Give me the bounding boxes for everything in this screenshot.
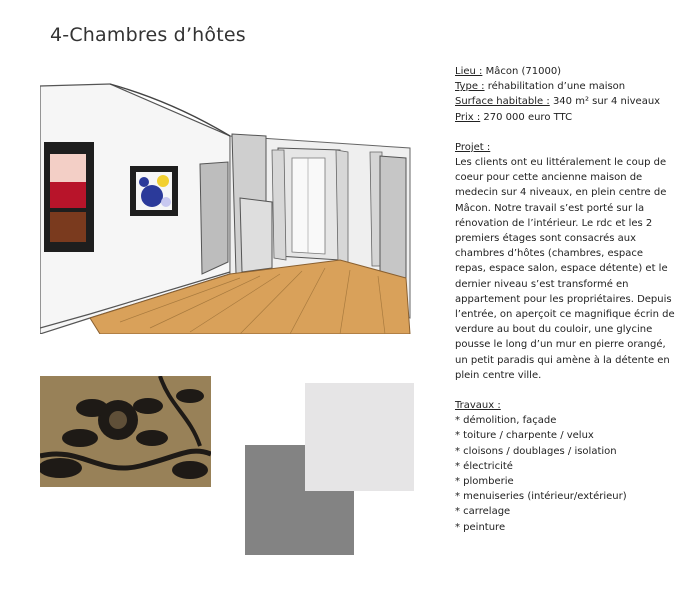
list-item: * cloisons / doublages / isolation bbox=[455, 445, 617, 457]
type-value: réhabilitation d’une maison bbox=[487, 81, 626, 93]
interior-sketch-image bbox=[40, 78, 412, 334]
list-item: * plomberie bbox=[455, 476, 514, 488]
list-item: * électricité bbox=[455, 460, 513, 472]
list-item: * toiture / charpente / velux bbox=[455, 430, 594, 442]
page-title: 4-Chambres d’hôtes bbox=[50, 24, 246, 46]
type-line bbox=[455, 79, 677, 94]
projet-label: Projet : bbox=[455, 141, 491, 153]
lieu-value: Mâcon (71000) bbox=[485, 66, 562, 77]
list-item: * menuiseries (intérieur/extérieur) bbox=[455, 491, 627, 503]
light-grey-color-swatch bbox=[305, 383, 414, 491]
list-item: * peinture bbox=[455, 521, 506, 533]
projet-text: Les clients ont eu littéralement le coup de coeur pour cette ancienne maison de medecin sur 4 niveaux, en plein centre de Mâcon. Notre travail s’est porté sur la rénovation de l’intérieur. Le rdc et les 2 premiers étages sont consacrés aux chambres d’hôtes (chambres, espace repas, espace salon, espace détente) et le dernier niveau s’est transformé en appartement pour les propriétaires. Depuis l’entrée, on aperçoit ce magnifique écrin de verdure au bout du couloir, une glycine pousse le long d’un mur en pierre orangé, un petit paradis qui amène à la détente en plein centre ville. bbox=[455, 157, 675, 381]
lieu-label: Lieu : bbox=[455, 66, 483, 77]
prix-value: 270 000 euro TTC bbox=[483, 111, 573, 123]
project-info-column bbox=[455, 64, 677, 535]
list-item: * démolition, façade bbox=[455, 415, 557, 427]
prix-label: Prix : bbox=[455, 111, 481, 123]
fabric-swatch-image bbox=[40, 376, 211, 487]
surface-label: Surface habitable : bbox=[455, 96, 550, 108]
surface-value: 340 m² sur 4 niveaux bbox=[552, 96, 661, 108]
travaux-list bbox=[455, 413, 677, 535]
type-label: Type : bbox=[455, 81, 485, 93]
list-item: * carrelage bbox=[455, 506, 511, 518]
travaux-label: Travaux : bbox=[455, 400, 501, 412]
lieu-line bbox=[455, 64, 677, 79]
surface-line bbox=[455, 94, 677, 109]
prix-line bbox=[455, 110, 677, 125]
